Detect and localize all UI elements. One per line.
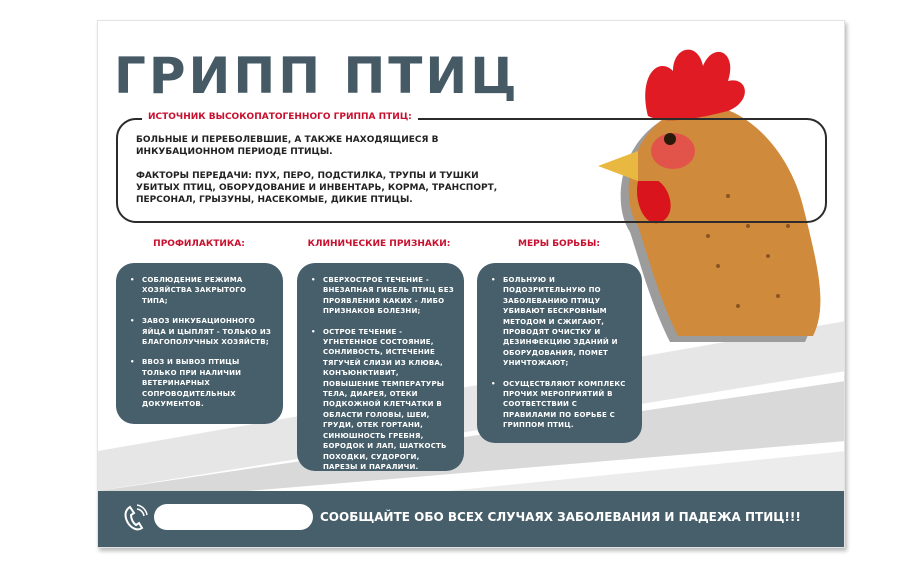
list-item: • БОЛЬНУЮ И ПОДОЗРИТЕЛЬНУЮ ПО ЗАБОЛЕВАНИЮ ПТИЦУ УБИВАЮТ БЕСКРОВНЫМ МЕТОДОМ И СЖИГАЮТ, ПРОВОДЯТ ОЧИСТКУ И ДЕЗИНФЕКЦИЮ ЗДАНИЙ И ОБОРУДОВАНИЯ, ПОМЕТ УНИЧТОЖАЮТ; xyxy=(491,275,632,369)
transmission-factors: ФАКТОРЫ ПЕРЕДАЧИ: ПУХ, ПЕРО, ПОДСТИЛКА, ТРУПЫ И ТУШКИ УБИТЫХ ПТИЦ, ОБОРУДОВАНИЕ И ИНВЕНТАРЬ, КОРМА, ТРАНСПОРТ, ПЕРСОНАЛ, ГРЫЗУНЫ, НАСЕКОМЫЕ, ДИКИЕ ПТИЦЫ. xyxy=(136,171,498,205)
source-text: БОЛЬНЫЕ И ПЕРЕБОЛЕВШИЕ, А ТАКЖЕ НАХОДЯЩИЕСЯ В ИНКУБАЦИОННОМ ПЕРИОДЕ ПТИЦЫ. xyxy=(136,135,439,157)
page-title: ГРИПП ПТИЦ xyxy=(114,47,520,105)
heading-prevention: ПРОФИЛАКТИКА: xyxy=(153,239,245,249)
card-clinical-signs xyxy=(297,263,464,471)
source-label: ИСТОЧНИК ВЫСОКОПАТОГЕННОГО ГРИППА ПТИЦ: xyxy=(142,112,418,122)
card-control-measures xyxy=(477,263,642,443)
list-item: • СОБЛЮДЕНИЕ РЕЖИМА ХОЗЯЙСТВА ЗАКРЫТОГО ТИПА; xyxy=(130,275,273,306)
list-item: • ОСУЩЕСТВЛЯЮТ КОМПЛЕКС ПРОЧИХ МЕРОПРИЯТИЙ В СООТВЕТСТВИИ С ПРАВИЛАМИ ПО БОРЬБЕ С ГРИППОМ ПТИЦ. xyxy=(491,379,632,431)
list-item: • ЗАВОЗ ИНКУБАЦИОННОГО ЯЙЦА И ЦЫПЛЯТ - ТОЛЬКО ИЗ БЛАГОПОЛУЧНЫХ ХОЗЯЙСТВ; xyxy=(130,316,273,347)
list-item: • СВЕРХОСТРОЕ ТЕЧЕНИЕ - ВНЕЗАПНАЯ ГИБЕЛЬ ПТИЦ БЕЗ ПРОЯВЛЕНИЯ КАКИХ - ЛИБО ПРИЗНАКОВ БОЛЕЗНИ; xyxy=(311,275,454,317)
footer-message: СООБЩАЙТЕ ОБО ВСЕХ СЛУЧАЯХ ЗАБОЛЕВАНИЯ И ПАДЕЖА ПТИЦ!!! xyxy=(320,510,801,524)
source-box xyxy=(116,112,827,223)
heading-clinical-signs: КЛИНИЧЕСКИЕ ПРИЗНАКИ: xyxy=(307,239,451,249)
phone-icon xyxy=(122,504,148,532)
heading-control-measures: МЕРЫ БОРЬБЫ: xyxy=(518,239,600,249)
poster xyxy=(97,20,845,548)
list-item: • ВВОЗ И ВЫВОЗ ПТИЦЫ ТОЛЬКО ПРИ НАЛИЧИИ ВЕТЕРИНАРНЫХ СОПРОВОДИТЕЛЬНЫХ ДОКУМЕНТОВ. xyxy=(130,357,273,409)
footer-bar xyxy=(98,491,845,548)
card-prevention xyxy=(116,263,283,424)
phone-number-field xyxy=(154,504,313,530)
list-item: • ОСТРОЕ ТЕЧЕНИЕ - УГНЕТЕННОЕ СОСТОЯНИЕ, СОНЛИВОСТЬ, ИСТЕЧЕНИЕ ТЯГУЧЕЙ СЛИЗИ ИЗ КЛЮВА, КОНЪЮНКТИВИТ, ПОВЫШЕНИЕ ТЕМПЕРАТУРЫ ТЕЛА, ДИАРЕЯ, ОТЕКИ ПОДКОЖНОЙ КЛЕТЧАТКИ В ОБЛАСТИ ГОЛОВЫ, ШЕИ, ГРУДИ, ОТЕК ГОРТАНИ, СИНЮШНОСТЬ ГРЕБНЯ, БОРОДОК И ЛАП, ШАТКОСТЬ ПОХОДКИ, СУДОРОГИ, ПАРЕЗЫ И ПАРАЛИЧИ. xyxy=(311,327,454,473)
